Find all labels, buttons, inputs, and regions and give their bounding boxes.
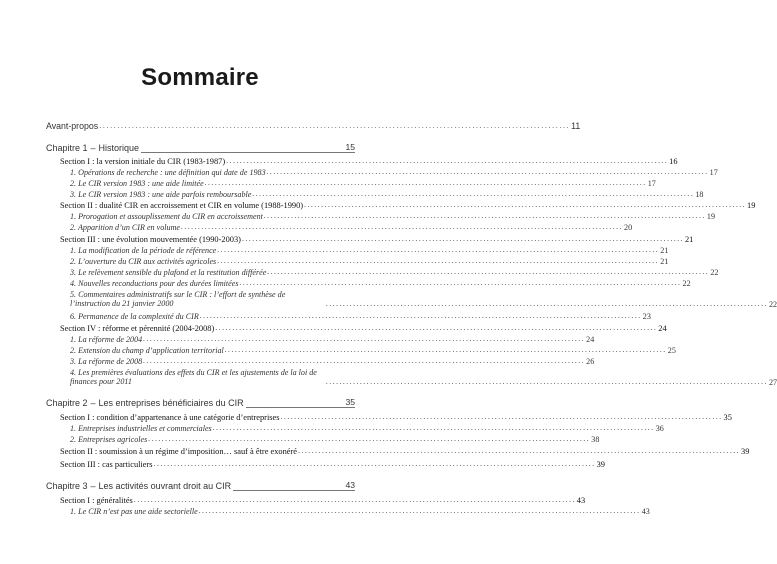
toc-subsection-entry[interactable] [70, 356, 595, 366]
toc-entry-label: 1. Prorogation et assouplissement du CIR en accroissement [70, 212, 263, 221]
toc-page-number: 21 [684, 235, 694, 244]
leader-dots: .................................................................................................................................. [148, 434, 591, 443]
toc-section-entry[interactable] [60, 156, 678, 166]
chapter-number: Chapitre 1 [46, 143, 88, 153]
leader-dots: .................................................................................................................................. [198, 506, 641, 515]
toc-entry-label: 4. Les premières évaluations des effets du CIR et les ajustements de la loi de finances pour 2011 [70, 368, 317, 387]
toc-entry-label: Section I : la version initiale du CIR (1983-1987) [60, 157, 226, 166]
toc-entry-label: 2. L’ouverture du CIR aux activités agricoles [70, 257, 217, 266]
leader-dots: .................................................................................................................................. [326, 298, 768, 308]
leader-dots: .................................................................................................................................. [143, 334, 586, 343]
toc-entry-label: 3. La réforme de 2008 [70, 357, 143, 366]
toc-page-number: 15 [345, 142, 355, 152]
toc-subsection-entry[interactable] [70, 434, 600, 444]
toc-section-entry[interactable] [60, 495, 586, 505]
leader-dots: .................................................................................................................................. [153, 459, 596, 468]
toc-page-number: 18 [695, 190, 704, 199]
toc-subsection-entry[interactable] [70, 334, 595, 344]
toc-entry-label: Section III : une évolution mouvementée (1990-2003) [60, 235, 241, 244]
leader-dots: .................................................................................................................................. [304, 200, 747, 209]
leader-dots: .................................................................................................................................. [99, 121, 571, 130]
leader-dots: .................................................................................................................................. [215, 323, 658, 332]
leader-dots: .................................................................................................................................. [241, 234, 684, 243]
toc-page-number: 17 [647, 179, 656, 188]
toc-entry-label: 3. Le CIR version 1983 : une aide parfois remboursable [70, 190, 252, 199]
chapter-title: Les activités ouvrant droit au CIR [98, 481, 232, 491]
toc-page-number: 16 [669, 157, 678, 166]
toc-chapter-2[interactable] [46, 397, 355, 408]
leader-dots: .................................................................................................................................. [181, 222, 624, 231]
toc-entry-label: 1. La réforme de 2004 [70, 335, 143, 344]
toc-page-number: 19 [706, 212, 715, 221]
toc-page-number: 43 [345, 480, 355, 490]
toc-page-number: 35 [723, 413, 732, 422]
toc-entry-label: Section I : condition d’appartenance à une catégorie d’entreprises [60, 413, 280, 422]
toc-entry-label: 2. Apparition d’un CIR en volume [70, 223, 181, 232]
toc-page-number: 24 [586, 335, 595, 344]
toc-subsection-entry[interactable] [70, 345, 676, 355]
toc-section-entry[interactable] [60, 200, 756, 210]
toc-subsection-entry[interactable] [70, 278, 691, 288]
toc-page-number: 24 [658, 324, 667, 333]
leader-dots: .................................................................................................................................. [280, 412, 723, 421]
toc-page-number: 25 [667, 346, 676, 355]
toc-section-entry[interactable] [60, 446, 750, 456]
toc-page-number: 26 [586, 357, 595, 366]
leader-dots: .................................................................................................................................. [199, 311, 642, 320]
leader-dots: .................................................................................................................................. [263, 211, 706, 220]
toc-page-number: 38 [591, 435, 600, 444]
chapter-dash: – [90, 481, 96, 491]
leader-dots: .................................................................................................................................. [204, 178, 647, 187]
toc-entry-label: 2. Le CIR version 1983 : une aide limitée [70, 179, 204, 188]
toc-page-number: 11 [571, 121, 581, 131]
toc-subsection-entry[interactable] [70, 368, 777, 387]
toc-entry-avant-propos[interactable] [46, 121, 581, 131]
leader-dots: .................................................................................................................................. [217, 256, 660, 265]
toc-entry-label: 1. Opérations de recherche : une définition qui date de 1983 [70, 168, 266, 177]
toc-entry-label: Section IV : réforme et pérennité (2004-2008) [60, 324, 215, 333]
toc-entry-label: 1. Le CIR n’est pas une aide sectorielle [70, 507, 198, 516]
toc-page-number: 27 [769, 377, 777, 387]
toc-subsection-entry[interactable] [70, 506, 650, 516]
toc-entry-label: 2. Entreprises agricoles [70, 435, 148, 444]
toc-page-number: 35 [345, 397, 355, 407]
leader-dots: .................................................................................................................................. [239, 278, 682, 287]
leader-dots: .................................................................................................................................. [252, 189, 695, 198]
toc-entry-label: Section I : généralités [60, 496, 133, 505]
toc-subsection-entry[interactable] [70, 222, 633, 232]
chapter-number: Chapitre 3 [46, 481, 88, 491]
toc-entry-label: Section II : dualité CIR en accroissement et CIR en volume (1988-1990) [60, 201, 304, 210]
toc-entry-label: 6. Permanence de la complexité du CIR [70, 312, 199, 321]
toc-subsection-entry[interactable] [70, 245, 669, 255]
toc-subsection-entry[interactable] [70, 167, 718, 177]
toc-entry-label: 2. Extension du champ d’application territorial [70, 346, 224, 355]
chapter-title: Les entreprises bénéficiaires du CIR [98, 398, 244, 408]
leader-dots: .................................................................................................................................. [217, 245, 660, 254]
toc-page-number: 22 [769, 299, 777, 309]
leader-dots: .................................................................................................................................. [212, 423, 655, 432]
toc-subsection-entry[interactable] [70, 211, 715, 221]
toc-chapter-3[interactable] [46, 480, 355, 491]
toc-page-number: 21 [660, 246, 669, 255]
toc-page-number: 22 [682, 279, 691, 288]
toc-entry-label: 4. Nouvelles reconductions pour des durées limitées [70, 279, 239, 288]
toc-entry-label: Section II : soumission à un régime d’imposition… sauf à être exonéré [60, 447, 298, 456]
chapter-dash: – [90, 398, 96, 408]
toc-chapter-1[interactable] [46, 142, 355, 153]
leader-dots: .................................................................................................................................. [326, 376, 768, 386]
leader-dots: .................................................................................................................................. [266, 167, 709, 176]
toc-section-entry[interactable] [60, 323, 667, 333]
toc-entry-label: Section III : cas particuliers [60, 460, 153, 469]
chapter-title: Historique [98, 143, 140, 153]
toc-entry-label: 3. Le relèvement sensible du plafond et la restitution différée [70, 268, 267, 277]
leader-dots: .................................................................................................................................. [298, 446, 741, 455]
chapter-dash: – [90, 143, 96, 153]
toc-section-entry[interactable] [60, 234, 694, 244]
toc-page-number: 19 [747, 201, 756, 210]
leader-dots: .................................................................................................................................. [224, 345, 667, 354]
toc-page-number: 23 [642, 312, 651, 321]
toc-page-number: 43 [576, 496, 586, 505]
toc-entry-label: 5. Commentaires administratifs sur le CIR : l’effort de synthèse de l’instruction du 21 janvier 2000 [70, 290, 286, 309]
toc-subsection-entry[interactable] [70, 311, 651, 321]
toc-subsection-entry[interactable] [70, 423, 664, 433]
toc-page-number: 22 [710, 268, 719, 277]
toc-subsection-entry[interactable] [70, 189, 704, 199]
toc-page-number: 17 [709, 168, 718, 177]
toc-entry-label: 1. Entreprises industrielles et commerciales [70, 424, 212, 433]
chapter-number: Chapitre 2 [46, 398, 88, 408]
leader-dots: .................................................................................................................................. [226, 156, 669, 165]
toc-subsection-entry[interactable] [70, 256, 669, 266]
toc-section-entry[interactable] [60, 459, 605, 469]
toc-page-number: 39 [596, 460, 605, 469]
toc-entry-label: 1. La modification de la période de référence [70, 246, 217, 255]
toc-page-number: 43 [641, 507, 650, 516]
leader-dots: .................................................................................................................................. [143, 356, 586, 365]
leader-dots: .................................................................................................................................. [267, 267, 710, 276]
toc-subsection-entry[interactable] [70, 290, 777, 309]
toc-entry-label: Avant-propos [46, 121, 99, 131]
toc-subsection-entry[interactable] [70, 267, 719, 277]
leader-dots: .................................................................................................................................. [133, 495, 576, 504]
toc-subsection-entry[interactable] [70, 178, 656, 188]
toc-page-number: 36 [655, 424, 664, 433]
page-title: Sommaire [141, 64, 259, 91]
toc-page-number: 39 [741, 447, 750, 456]
toc-page-number: 20 [624, 223, 633, 232]
toc-page-number: 21 [660, 257, 669, 266]
toc-section-entry[interactable] [60, 412, 732, 422]
